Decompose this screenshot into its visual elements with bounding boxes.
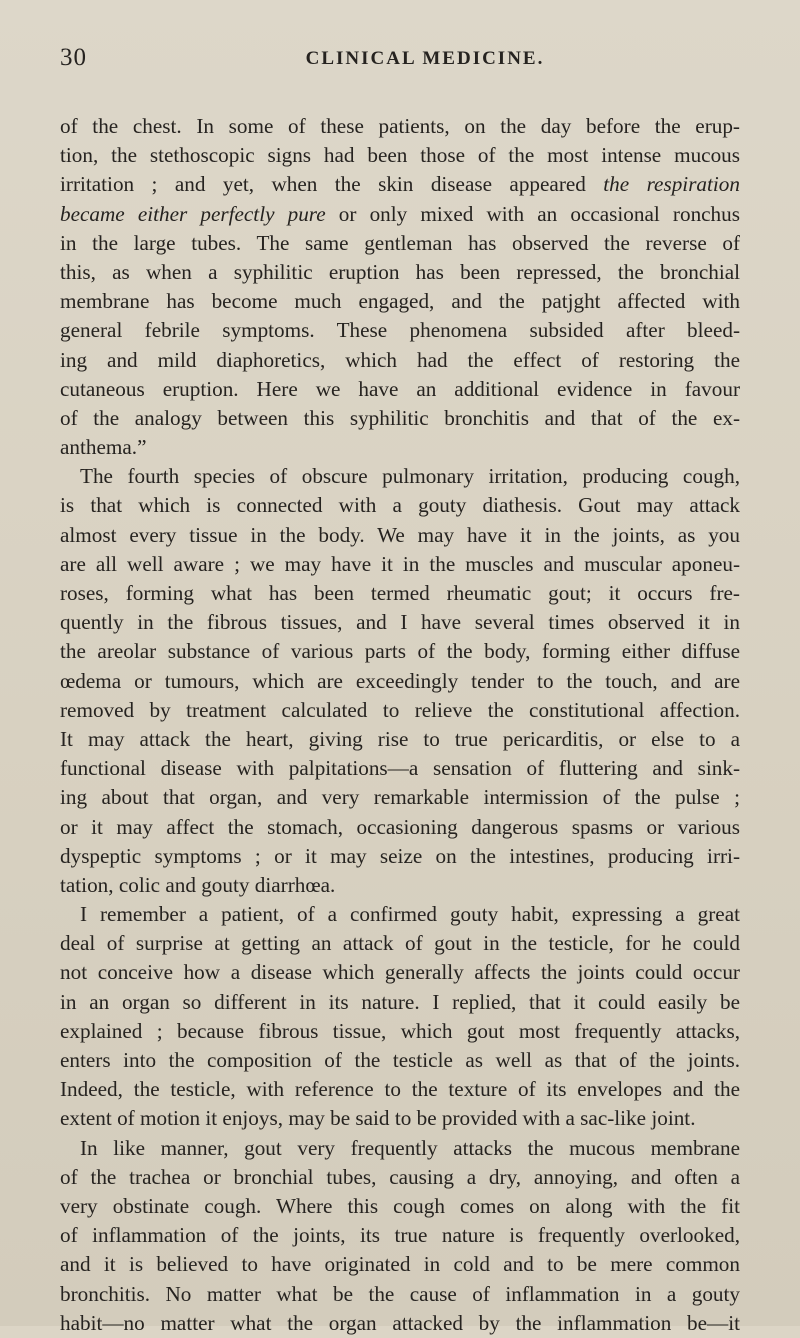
text-segment: not conceive how a disease which generally affects the joints could occur xyxy=(60,960,740,985)
text-line xyxy=(60,229,740,258)
running-title: CLINICAL MEDICINE. xyxy=(305,48,545,69)
text-line xyxy=(60,608,740,637)
text-segment: functional disease with palpitations—a sensation of fluttering and sink- xyxy=(60,756,740,781)
text-segment: of the analogy between this syphilitic bronchitis and that of the ex- xyxy=(60,405,740,430)
text-segment: The fourth species of obscure pulmonary irritation, producing cough, xyxy=(80,464,740,489)
text-line xyxy=(60,1017,740,1046)
text-line xyxy=(60,1134,740,1163)
text-line xyxy=(60,375,740,404)
text-line xyxy=(60,1250,740,1279)
text-line xyxy=(60,141,740,170)
text-segment: irritation ; and yet, when the skin disease appeared xyxy=(60,172,604,197)
text-line xyxy=(60,958,740,987)
text-segment: or only mixed with an occasional ronchus xyxy=(325,201,740,226)
text-line xyxy=(60,491,740,520)
text-segment: removed by treatment calculated to relieve the constitutional affection. xyxy=(60,697,740,722)
text-segment: enters into the composition of the testicle as well as that of the joints. xyxy=(60,1048,740,1072)
text-segment: the areolar substance of various parts of the body, forming either diffuse xyxy=(60,639,740,664)
text-line xyxy=(60,1280,740,1309)
text-line xyxy=(60,287,740,316)
text-segment: Indeed, the testicle, with reference to the texture of its envelopes and the xyxy=(60,1077,740,1102)
text-line xyxy=(60,842,740,871)
text-line xyxy=(60,1104,740,1133)
text-line xyxy=(60,112,740,141)
text-line xyxy=(60,1046,740,1075)
text-segment: cutaneous eruption. Here we have an additional evidence in favour xyxy=(60,376,740,401)
text-segment: œdema or tumours, which are exceedingly tender to the touch, and are xyxy=(60,668,740,693)
text-line xyxy=(60,754,740,783)
running-head xyxy=(60,44,740,74)
text-line xyxy=(60,433,740,462)
text-segment: or it may affect the stomach, occasioning dangerous spasms or various xyxy=(60,814,740,839)
text-segment: ing about that organ, and very remarkable intermission of the pulse ; xyxy=(60,785,740,810)
text-line xyxy=(60,1163,740,1192)
text-segment: and it is believed to have originated in cold and to be mere common xyxy=(60,1252,740,1277)
text-segment: habit—no matter what the organ attacked by the inflammation be—it xyxy=(60,1310,740,1335)
italic-text: the respiration xyxy=(603,172,740,197)
text-segment: very obstinate cough. Where this cough comes on along with the fit xyxy=(60,1193,740,1218)
text-line xyxy=(60,316,740,345)
text-segment: bronchitis. No matter what be the cause of inflammation in a gouty xyxy=(60,1281,740,1306)
text-line xyxy=(60,346,740,375)
text-line xyxy=(60,871,740,900)
text-segment: roses, forming what has been termed rheumatic gout; it occurs fre- xyxy=(60,581,740,605)
text-line xyxy=(60,783,740,812)
text-segment: in an organ so different in its nature. I replied, that it could easily be xyxy=(60,989,740,1014)
text-segment: dyspeptic symptoms ; or it may seize on the intestines, producing irri- xyxy=(60,843,740,868)
text-segment: anthema.” xyxy=(60,435,147,460)
text-segment: tion, the stethoscopic signs had been those of the most intense mucous xyxy=(60,143,740,168)
text-segment: deal of surprise at getting an attack of gout in the testicle, for he could xyxy=(60,931,740,956)
text-line xyxy=(60,462,740,491)
text-line xyxy=(60,1075,740,1104)
text-line xyxy=(60,521,740,550)
text-segment: of the chest. In some of these patients, on the day before the erup- xyxy=(60,114,740,138)
text-line xyxy=(60,988,740,1017)
text-line xyxy=(60,725,740,754)
text-segment: extent of motion it enjoys, may be said to be provided with a sac-like joint. xyxy=(60,1106,696,1131)
text-segment: almost every tissue in the body. We may have it in the joints, as you xyxy=(60,522,740,547)
text-line xyxy=(60,1192,740,1221)
text-line xyxy=(60,900,740,929)
text-line xyxy=(60,1309,740,1338)
text-segment: ing and mild diaphoretics, which had the effect of restoring the xyxy=(60,347,740,372)
text-line xyxy=(60,813,740,842)
text-segment: membrane has become much engaged, and the patjght affected with xyxy=(60,289,740,314)
text-line xyxy=(60,170,740,199)
text-segment: of the trachea or bronchial tubes, causing a dry, annoying, and often a xyxy=(60,1164,740,1189)
text-segment: of inflammation of the joints, its true nature is frequently overlooked, xyxy=(60,1223,740,1248)
text-line xyxy=(60,258,740,287)
text-segment: quently in the fibrous tissues, and I have several times observed it in xyxy=(60,610,740,635)
text-line xyxy=(60,550,740,579)
text-segment: is that which is connected with a gouty diathesis. Gout may attack xyxy=(60,493,740,518)
text-segment: are all well aware ; we may have it in the muscles and muscular aponeu- xyxy=(60,551,740,576)
page-number: 30 xyxy=(60,44,87,71)
text-line xyxy=(60,929,740,958)
text-line xyxy=(60,667,740,696)
text-line xyxy=(60,696,740,725)
text-line xyxy=(60,637,740,666)
text-line xyxy=(60,1221,740,1250)
text-line xyxy=(60,579,740,608)
text-line xyxy=(60,200,740,229)
text-segment: In like manner, gout very frequently attacks the mucous membrane xyxy=(80,1135,740,1160)
text-segment: I remember a patient, of a confirmed gouty habit, expressing a great xyxy=(80,902,740,927)
text-line xyxy=(60,404,740,433)
text-segment: this, as when a syphilitic eruption has been repressed, the bronchial xyxy=(60,259,740,284)
text-segment: explained ; because fibrous tissue, which gout most frequently attacks, xyxy=(60,1018,740,1043)
text-segment: general febrile symptoms. These phenomena subsided after bleed- xyxy=(60,318,740,343)
body-text xyxy=(60,112,740,1338)
text-segment: in the large tubes. The same gentleman has observed the reverse of xyxy=(60,230,740,255)
text-segment: It may attack the heart, giving rise to true pericarditis, or else to a xyxy=(60,726,740,751)
italic-text: became either perfectly pure xyxy=(60,201,326,226)
text-segment: tation, colic and gouty diarrhœa. xyxy=(60,872,336,897)
